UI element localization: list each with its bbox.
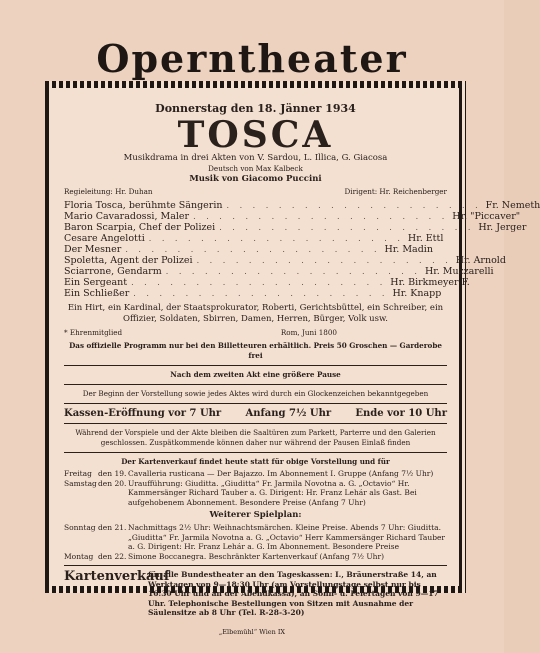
leader-dots: . . . . . . . . . . . . . . . . . . . . — [125, 245, 381, 254]
program-content — [64, 102, 540, 618]
cast-row — [64, 277, 470, 288]
schedule-day: Freitag — [64, 469, 92, 478]
schedule-further — [64, 523, 447, 561]
opera-title: TOSCA — [177, 114, 334, 156]
cast-role: Baron Scarpia, Chef der Polizei — [64, 222, 216, 233]
schedule-row — [64, 523, 447, 552]
cast-role: Spoletta, Agent der Polizei — [64, 255, 193, 266]
start-time: Anfang 7½ Uhr — [245, 408, 332, 419]
cast-singer: Hr. Jerger — [478, 222, 527, 233]
leader-dots: . . . . . . . . . . . . . . . . . . . . — [165, 267, 421, 276]
cast-list — [64, 200, 540, 299]
theater-title: Operntheater — [96, 36, 408, 81]
schedule-date: den 21. — [98, 523, 127, 532]
cast-role: Mario Cavaradossi, Maler — [64, 211, 190, 222]
leader-dots: . . . . . . . . . . . . . . . . . . . . — [148, 234, 404, 243]
cast-row — [64, 244, 447, 255]
cast-singer: Hr. Muzzarelli — [424, 266, 494, 277]
ensemble-list: Ein Hirt, ein Kardinal, der Staatsprokurator, Roberti, Gerichtsbüttel, ein Schreiber, ein Offizier, Soldaten, Sbirren, Damen, Herren, Bürger, Volk usw. — [67, 303, 444, 324]
ticket-sale-label: Kartenverkauf — [64, 569, 170, 584]
cast-role: Ein Sergeant — [64, 277, 128, 288]
cast-singer: Hr. Knapp — [392, 288, 442, 299]
opera-subtitle: Musikdrama in drei Akten von V. Sardou, L. Illica, G. Giacosa — [123, 153, 388, 163]
cast-singer: Fr. Nemeth — [485, 200, 540, 211]
schedule-date: den 20. — [98, 478, 127, 488]
director-credit: Regieleitung: Hr. Duhan — [64, 187, 153, 196]
cast-role: Ein Schließer — [64, 288, 130, 299]
schedule-text: Simone Boccanegra. Beschränkter Kartenverkauf (Anfang 7½ Uhr) — [128, 551, 385, 561]
cast-row — [64, 255, 506, 266]
times-row — [64, 408, 447, 419]
schedule-text: Nachmittags 2½ Uhr: Weihnachtsmärchen. Kleine Preise. Abends 7 Uhr: Giuditta. „Giuditta“ Fr. Jarmila Novotna a. G. „Octavio“ Herr Kammersänger Richard Tauber a. G. Dirigent: Hr. Franz Lehár a. G. Im Abonnement. Besondere Preise — [128, 523, 446, 551]
divider — [64, 365, 447, 366]
cast-row — [64, 222, 527, 233]
advance-sale-note: Der Kartenverkauf findet heute statt für obige Vorstellung und für — [121, 457, 390, 466]
translation-credit: Deutsch von Max Kalbeck — [208, 164, 303, 173]
cast-role: Cesare Angelotti — [64, 233, 145, 244]
cast-row — [64, 266, 494, 277]
ticket-sale-text: für alle Bundestheater an den Tageskassen: I., Bräunerstraße 14, an Werktagen von 9—18:30 Uhr (am Vorstellungstage selbst nur bis 16:30 Uhr und an der Abendkassa), an Sonn- u. Feiertagen von 9—17 Uhr. Telephonische Bestellungen von Sitzen mit Ausnahme der Säulensitze ab 8 Uhr (Tel. R-28-3-20) — [148, 570, 439, 617]
late-entry-note: Während der Vorspiele und der Akte bleiben die Saaltüren zum Parkett, Parterre und den Galerien geschlossen. Zuspätkommende können daher nur während der Pausen Einlaß finden — [75, 428, 436, 447]
start-signal-note: Der Beginn der Vorstellung sowie jedes Aktes wird durch ein Glockenzeichen bekanntgegeben — [82, 389, 429, 398]
cast-role: Der Mesner — [64, 244, 122, 255]
setting-row — [64, 328, 447, 338]
divider — [64, 384, 447, 385]
schedule-date: den 19. — [98, 469, 127, 478]
cast-singer: Hr. Birkmeyer F. — [390, 277, 470, 288]
cast-row — [64, 288, 447, 299]
performance-date: Donnerstag den 18. Jänner 1934 — [155, 102, 356, 115]
ticket-sale-block — [64, 570, 447, 618]
cast-role: Floria Tosca, berühmte Sängerin — [64, 200, 223, 211]
leader-dots: . . . . . . . . . . . . . . . . . . . . — [193, 212, 449, 221]
divider — [64, 403, 447, 404]
cast-role: Sciarrone, Gendarm — [64, 266, 162, 277]
schedule-date: den 22. — [98, 551, 127, 561]
box-office-time: Kassen-Eröffnung vor 7 Uhr — [64, 408, 222, 419]
honorary-member-note: * Ehrenmitglied — [64, 328, 123, 337]
pause-note: Nach dem zweiten Akt eine größere Pause — [170, 370, 341, 379]
divider — [64, 565, 447, 566]
programme-note: Das offizielle Programm nur bei den Billetteuren erhältlich. Preis 50 Groschen — Garderobe frei — [69, 341, 442, 360]
end-time: Ende vor 10 Uhr — [355, 408, 447, 419]
cast-singer: Hr. "Piccaver" — [452, 211, 521, 222]
leader-dots: . . . . . . . . . . . . . . . . . . . . — [196, 256, 452, 265]
schedule-day: Sonntag — [64, 523, 96, 532]
divider — [64, 452, 447, 453]
cast-row — [64, 211, 521, 222]
schedule-text: Cavalleria rusticana — Der Bajazzo. Im Abonnement I. Gruppe (Anfang 7½ Uhr) — [128, 469, 434, 478]
program-frame — [45, 81, 540, 617]
printer-imprint: „Elbemühl“ Wien IX — [218, 628, 286, 636]
leader-dots: . . . . . . . . . . . . . . . . . . . . — [131, 278, 387, 287]
schedule-row — [64, 552, 447, 562]
schedule-day: Samstag — [64, 478, 97, 488]
cast-singer: Hr. Ettl — [407, 233, 444, 244]
further-schedule-title: Weiterer Spielplan: — [209, 510, 302, 520]
schedule-row — [64, 479, 447, 508]
schedule-day: Montag — [64, 551, 94, 561]
cast-row — [64, 233, 447, 244]
cast-singer: Hr. Arnold — [455, 255, 506, 266]
leader-dots: . . . . . . . . . . . . . . . . . . . . — [219, 223, 475, 232]
music-credit: Musik von Giacomo Puccini — [189, 174, 322, 184]
setting-text: Rom, Juni 1800 — [280, 328, 337, 337]
schedule-text: Uraufführung: Giuditta. „Giuditta“ Fr. Jarmila Novotna a. G. „Octavio“ Hr. Kammersänger Richard Tauber a. G. Dirigent: Hr. Franz Lehár als Gast. Bei aufgehobenem Abonnement. Besondere Preise (Anfang 7 Uhr) — [128, 478, 417, 507]
divider — [64, 423, 447, 424]
schedule-today — [64, 469, 447, 507]
credits-row — [64, 187, 447, 197]
cast-singer: Hr. Madin — [384, 244, 433, 255]
cast-row — [64, 200, 540, 211]
schedule-row — [64, 469, 447, 479]
leader-dots: . . . . . . . . . . . . . . . . . . . . — [133, 289, 389, 298]
leader-dots: . . . . . . . . . . . . . . . . . . . . — [226, 201, 482, 210]
conductor-credit: Dirigent: Hr. Reichenberger — [344, 187, 447, 196]
